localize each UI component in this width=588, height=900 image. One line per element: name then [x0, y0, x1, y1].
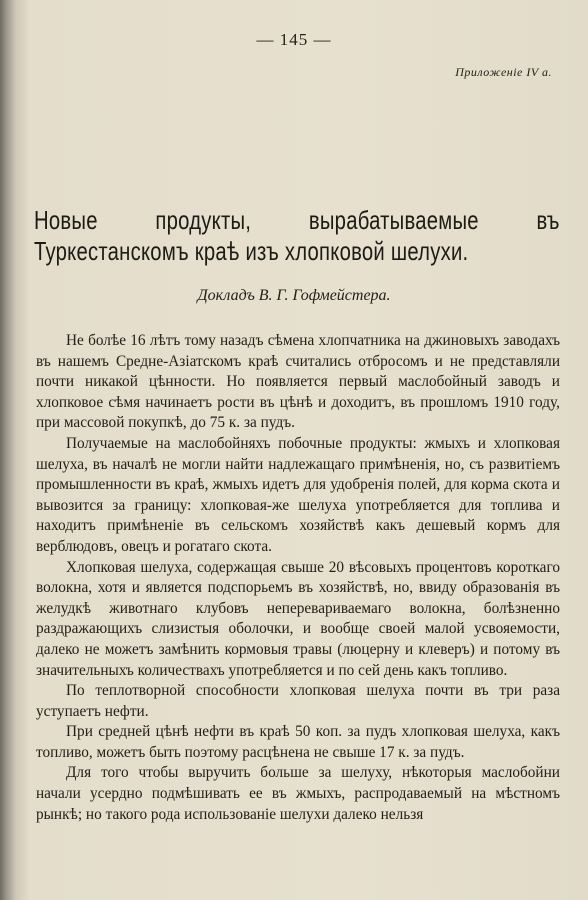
- author-line: Докладъ В. Г. Гофмейстера.: [197, 287, 391, 304]
- paragraph: Хлопковая шелуха, содержащая свыше 20 вѣсовыхъ процентовъ короткаго волокна, хотя и является подспорьемъ въ хозяйствѣ, но, ввиду образованія въ желудкѣ животнаго клубовъ неперевариваемаго волокна, болѣзненно раздражающихъ слизистыя оболочки, и вообще своей малой усвояемости, далеко не можетъ замѣнить кормовыя травы (люцерну и клеверъ) и потому въ значительныхъ количествахъ употребляется и по сей день какъ топливо.: [36, 558, 560, 679]
- article-title: Новые продукты, вырабатываемые въ Туркестанскомъ краѣ изъ хлопковой шелухи.: [34, 205, 560, 266]
- paragraph: При средней цѣнѣ нефти въ краѣ 50 коп. за пудъ хлопковая шелуха, какъ топливо, можетъ быть поэтому расцѣнена не свыше 17 к. за пудъ.: [36, 723, 560, 761]
- paragraph: Для того чтобы выручить больше за шелуху, нѣкоторыя маслобойни начали усердно подмѣшивать ее въ жмыхъ, распродаваемый на мѣстномъ рынкѣ; но такого рода использованіе шелухи далеко нельзя: [36, 764, 560, 823]
- paragraph: Не болѣе 16 лѣтъ тому назадъ сѣмена хлопчатника на джиновыхъ заводахъ въ нашемъ Средне-Азіатскомъ краѣ считались отбросомъ и не представляли почти никакой цѣнности. Но появляется первый маслобойный заводъ и хлопковое сѣмя начинаетъ рости въ цѣнѣ и доходитъ, въ прошломъ 1910 году, при массовой покупкѣ, до 75 к. за пудъ.: [36, 332, 560, 432]
- article-body: [36, 331, 560, 825]
- appendix-label: Приложенie IV a.: [455, 65, 552, 79]
- paragraph: По теплотворной способности хлопковая шелуха почти въ три раза уступаетъ нефти.: [36, 682, 560, 720]
- page-number: — 145 —: [256, 30, 332, 49]
- paragraph: Получаемые на маслобойняхъ побочные продукты: жмыхъ и хлопковая шелуха, въ началѣ не могли найти надлежащаго примѣненія, но, съ развитіемъ промышленности въ краѣ, жмыхъ идетъ для удобренія полей, для корма скота и вывозится за границу: хлопковая-же шелуха употребляется для топлива и находитъ примѣненіе въ сельскомъ хозяйствѣ какъ дешевый кормъ для верблюдовъ, овецъ и рогатаго скота.: [36, 434, 560, 555]
